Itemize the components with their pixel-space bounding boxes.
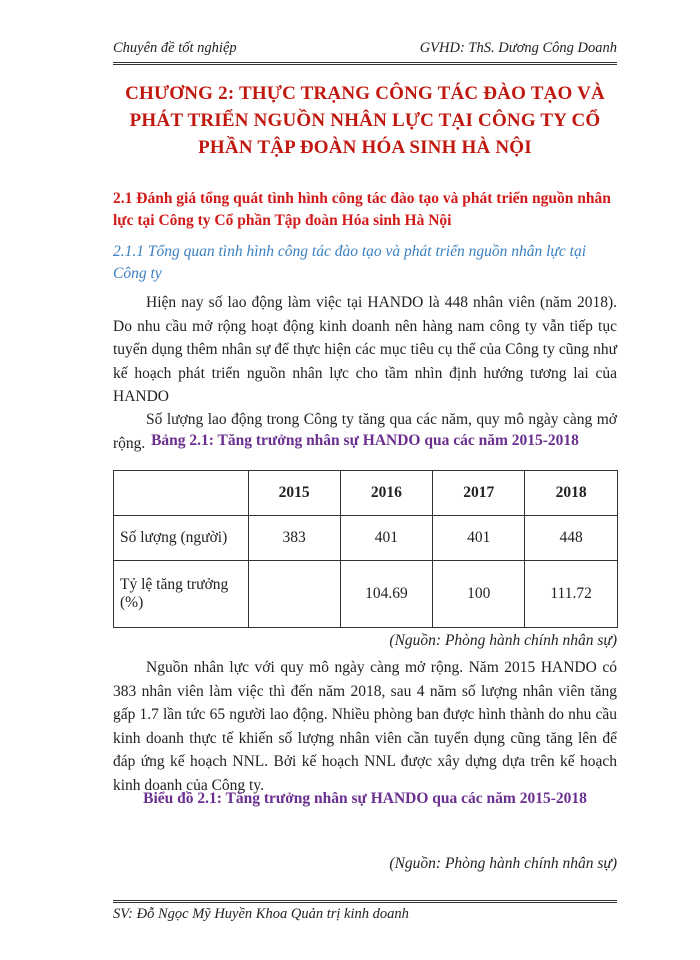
paragraph-3: Nguồn nhân lực với quy mô ngày càng mở rộng. Năm 2015 HANDO có 383 nhân viên làm việc thì đến năm 2018, sau 4 năm số lượng nhân viên tăng gấp 1.7 lần tức 65 người lao động. Nhiều phòng ban được hình thành do nhu cầu kinh doanh thực tế khiến số lượng nhân viên cần tuyển dụng cũng tăng lên để đáp ứng kế hoạch NNL. Bởi kế hoạch NNL được xây dựng dựa trên kế hoạch kinh doanh của Công ty. — [113, 659, 617, 794]
header-rule-double — [113, 64, 617, 65]
table-header-cell: 2017 — [433, 471, 525, 516]
paragraph-2: Số lượng lao động trong Công ty tăng qua các năm, quy mô ngày càng mở rộng. — [113, 411, 617, 452]
table-cell: Tỷ lệ tăng trưởng (%) — [114, 561, 249, 628]
table-header-cell: 2016 — [340, 471, 433, 516]
chapter-title — [113, 80, 617, 161]
growth-table — [113, 470, 618, 628]
table-header-cell — [114, 471, 249, 516]
table-row — [114, 516, 618, 561]
section-heading-2-1: 2.1 Đánh giá tổng quát tình hình công tác đào tạo và phát triển nguồn nhân lực tại Công ty Cổ phần Tập đoàn Hóa sinh Hà Nội — [113, 190, 611, 229]
table-cell: 401 — [433, 516, 525, 561]
footer-rule-double — [113, 902, 617, 903]
table-row — [114, 561, 618, 628]
page-header — [113, 40, 617, 62]
table-header-row — [114, 471, 618, 516]
header-right: GVHD: ThS. Dương Công Doanh — [419, 40, 617, 56]
chart-caption: Biểu đồ 2.1: Tăng trưởng nhân sự HANDO qua các năm 2015-2018 — [143, 790, 587, 807]
page-footer: SV: Đỗ Ngọc Mỹ Huyền Khoa Quản trị kinh doanh — [113, 906, 409, 922]
table-cell: 111.72 — [525, 561, 618, 628]
table-caption: Bảng 2.1: Tăng trưởng nhân sự HANDO qua các năm 2015-2018 — [151, 432, 579, 449]
table-cell: 104.69 — [340, 561, 433, 628]
chapter-title-line-1: CHƯƠNG 2: THỰC TRẠNG CÔNG TÁC ĐÀO TẠO VÀ — [125, 83, 605, 104]
footer-rule — [113, 900, 617, 901]
table-cell: 448 — [525, 516, 618, 561]
header-left: Chuyên đề tốt nghiệp — [113, 40, 237, 56]
paragraph-1: Hiện nay số lao động làm việc tại HANDO là 448 nhân viên (năm 2018). Do nhu cầu mở rộng hoạt động kinh doanh nên hàng nam công ty vẫn tiếp tục tuyển dụng thêm nhân sự để thực hiện các mục tiêu cụ thể của Công ty cũng như kế hoạch phát triển nguồn nhân lực cho tầm nhìn định hướng tương lai của HANDO — [113, 294, 617, 405]
table-cell: 383 — [248, 516, 340, 561]
table-cell: 100 — [433, 561, 525, 628]
chart-source: (Nguồn: Phòng hành chính nhân sự) — [389, 855, 617, 872]
chapter-title-line-2: PHÁT TRIỂN NGUỒN NHÂN LỰC TẠI CÔNG TY CỔ — [129, 110, 601, 131]
table-cell: Số lượng (người) — [114, 516, 249, 561]
table-cell: 401 — [340, 516, 433, 561]
table-cell — [248, 561, 340, 628]
table-header-cell: 2015 — [248, 471, 340, 516]
chapter-title-line-3: PHẦN TẬP ĐOÀN HÓA SINH HÀ NỘI — [198, 137, 532, 158]
section-heading-2-1-1: 2.1.1 Tổng quan tình hình công tác đào tạo và phát triển nguồn nhân lực tại Công ty — [113, 243, 586, 282]
header-rule — [113, 62, 617, 63]
table-source: (Nguồn: Phòng hành chính nhân sự) — [389, 632, 617, 649]
table-header-cell: 2018 — [525, 471, 618, 516]
